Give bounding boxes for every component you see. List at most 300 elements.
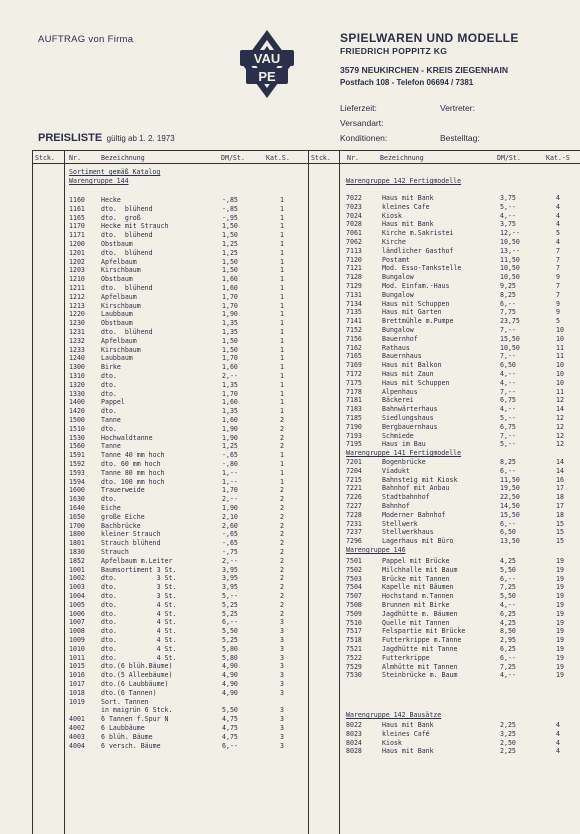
item-price: 10,50: [500, 264, 520, 273]
item-description: Felspartie mit Brücke: [382, 627, 466, 636]
item-description: Haus mit Bank: [382, 721, 434, 729]
item-price: 3,95: [222, 574, 238, 583]
item-price: 14,50: [500, 502, 520, 510]
item-price: 1,50: [222, 222, 238, 231]
catalog-page: 7: [556, 255, 560, 264]
item-price: 5,--: [500, 440, 516, 449]
item-number: 1594: [69, 477, 85, 486]
item-price: -,95: [222, 213, 238, 222]
item-price: 1,35: [222, 328, 238, 336]
item-number: 7503: [346, 574, 362, 583]
catalog-page: 10: [556, 326, 564, 334]
item-number: 7215: [346, 475, 362, 484]
item-description: Apfelbaum: [101, 292, 137, 301]
item-description: Sort. Tannen: [101, 697, 149, 706]
item-number: 7165: [346, 352, 362, 361]
item-description: Stadtbahnhof: [382, 493, 430, 502]
item-number: 1830: [69, 548, 85, 556]
item-number: 7195: [346, 440, 362, 449]
item-price: 1,50: [222, 231, 238, 240]
catalog-page: 3: [280, 662, 284, 671]
item-price: 4,75: [222, 732, 238, 741]
item-number: 1210: [69, 275, 85, 284]
item-number: 1213: [69, 301, 85, 310]
item-number: 1310: [69, 372, 85, 380]
item-price: -,85: [222, 196, 238, 204]
item-number: 4001: [69, 715, 85, 724]
item-number: 1231: [69, 328, 85, 336]
catalog-page: 2: [280, 600, 284, 609]
item-description: Trauerweide: [101, 486, 145, 495]
catalog-page: 1: [280, 380, 284, 389]
item-description: Rathaus: [382, 343, 410, 352]
item-number: 1200: [69, 240, 85, 248]
catalog-page: 2: [280, 512, 284, 521]
item-number: 1400: [69, 398, 85, 407]
catalog-page: 4: [556, 747, 560, 756]
item-number: 1592: [69, 460, 85, 468]
item-number: 1800: [69, 530, 85, 539]
item-description: dto. 4 St.: [101, 618, 177, 627]
item-number: 1171: [69, 231, 85, 240]
item-number: 7135: [346, 308, 362, 317]
catalog-page: 1: [280, 257, 284, 266]
catalog-page: 19: [556, 565, 564, 574]
item-number: 7296: [346, 537, 362, 546]
item-number: 7024: [346, 211, 362, 220]
item-number: 8023: [346, 729, 362, 738]
catalog-page: 12: [556, 431, 564, 440]
item-price: 4,75: [222, 724, 238, 732]
catalog-page: 1: [280, 407, 284, 416]
item-description: Laubbaum: [101, 310, 133, 319]
catalog-page: 2: [280, 442, 284, 451]
item-number: 1165: [69, 213, 85, 222]
catalog-page: 2: [280, 548, 284, 556]
catalog-page: 17: [556, 484, 564, 493]
catalog-page: 2: [280, 433, 284, 442]
item-price: 2,--: [222, 372, 238, 380]
item-price: 5,50: [500, 565, 516, 574]
catalog-page: 4: [556, 738, 560, 747]
catalog-page: 3: [280, 671, 284, 680]
item-description: dto.: [101, 389, 117, 398]
item-number: 7169: [346, 361, 362, 370]
item-number: 1008: [69, 627, 85, 636]
table-left-border: [32, 150, 33, 834]
preisliste-heading: PREISLISTE: [38, 132, 103, 144]
item-description: Obstbaum: [101, 240, 133, 248]
catalog-page: 1: [280, 319, 284, 328]
catalog-page: 4: [556, 220, 560, 229]
item-price: 4,90: [222, 688, 238, 697]
item-number: 7023: [346, 202, 362, 211]
item-description: Haus mit Schuppen: [382, 299, 450, 308]
catalog-page: 3: [280, 688, 284, 697]
item-number: 7113: [346, 246, 362, 255]
catalog-page: 1: [280, 477, 284, 486]
catalog-page: 2: [280, 495, 284, 504]
item-number: 1203: [69, 266, 85, 275]
catalog-page: 7: [556, 290, 560, 299]
item-number: 7509: [346, 609, 362, 618]
catalog-page: 14: [556, 405, 564, 414]
catalog-page: 9: [556, 273, 560, 282]
item-number: 7502: [346, 565, 362, 574]
item-number: 1640: [69, 504, 85, 512]
catalog-page: 19: [556, 627, 564, 636]
konditionen-label: Konditionen:: [340, 133, 388, 143]
catalog-page: 1: [280, 468, 284, 477]
item-price: 6,25: [500, 609, 516, 618]
item-description: Kiosk: [382, 738, 402, 747]
catalog-page: 17: [556, 502, 564, 510]
logo-text-bottom: PE: [258, 69, 276, 84]
item-number: 7518: [346, 636, 362, 645]
item-number: 7128: [346, 273, 362, 282]
item-price: 1,70: [222, 301, 238, 310]
catalog-page: 1: [280, 292, 284, 301]
item-number: 7028: [346, 220, 362, 229]
item-number: 7508: [346, 601, 362, 609]
catalog-page: 11: [556, 343, 564, 352]
item-number: 7062: [346, 238, 362, 246]
item-number: 1530: [69, 433, 85, 442]
item-price: 3,75: [500, 220, 516, 229]
col-header-price-left: DM/St.: [221, 154, 245, 162]
item-number: 7183: [346, 405, 362, 414]
catalog-page: 10: [556, 361, 564, 370]
item-price: 5,25: [222, 636, 238, 644]
item-description: Stellwerk: [382, 519, 418, 528]
item-description: 6 blüh. Bäume: [101, 732, 153, 741]
item-price: 6,50: [500, 361, 516, 370]
item-description: Kirschbaum: [101, 301, 141, 310]
item-description: Obstbaum: [101, 319, 133, 328]
item-price: 1,70: [222, 389, 238, 398]
item-price: 5,--: [222, 592, 238, 600]
versandart-label: Versandart:: [340, 118, 384, 128]
catalog-page: 1: [280, 284, 284, 292]
catalog-page: 1: [280, 196, 284, 204]
item-description: Pappel mit Brücke: [382, 557, 450, 565]
item-description: dto.: [101, 424, 117, 433]
item-price: 1,70: [222, 292, 238, 301]
vau-pe-logo: [232, 28, 302, 100]
item-number: 1018: [69, 688, 85, 697]
item-price: 4,25: [500, 557, 516, 565]
item-price: -,65: [222, 539, 238, 548]
item-description: dto.(5 Alleebäume): [101, 671, 173, 680]
item-number: 7522: [346, 653, 362, 662]
catalog-page: 18: [556, 493, 564, 502]
item-number: 1240: [69, 354, 85, 363]
catalog-page: 4: [556, 238, 560, 246]
catalog-page: 3: [280, 732, 284, 741]
item-description: Stellwerkhaus: [382, 528, 434, 537]
catalog-page: 18: [556, 510, 564, 519]
item-number: 1017: [69, 680, 85, 688]
item-price: 1,25: [222, 442, 238, 451]
item-price: 7,--: [500, 387, 516, 396]
item-description: dto. blühend: [101, 284, 153, 292]
item-price: 19,50: [500, 484, 520, 493]
item-number: 7228: [346, 510, 362, 519]
item-description: Birke: [101, 363, 121, 372]
catalog-page: 3: [280, 741, 284, 750]
catalog-page: 9: [556, 299, 560, 308]
catalog-page: 9: [556, 308, 560, 317]
catalog-page: 11: [556, 387, 564, 396]
catalog-page: 3: [280, 618, 284, 627]
item-description: Tanne 40 mm hoch: [101, 451, 165, 460]
item-number: 1160: [69, 196, 85, 204]
item-number: 1700: [69, 521, 85, 530]
item-description: Bungalow: [382, 273, 414, 282]
item-price: 7,25: [500, 662, 516, 671]
catalog-page: 2: [280, 609, 284, 618]
catalog-page: 2: [280, 504, 284, 512]
item-price: 1,60: [222, 284, 238, 292]
item-price: 1,25: [222, 248, 238, 257]
item-price: 3,95: [222, 565, 238, 574]
bestelltag-label: Bestelltag:: [440, 133, 480, 143]
valid-from: gültig ab 1. 2. 1973: [106, 134, 175, 143]
item-price: 6,75: [500, 396, 516, 405]
item-price: 4,--: [500, 378, 516, 387]
item-number: 4004: [69, 741, 85, 750]
catalog-page: 2: [280, 416, 284, 424]
catalog-page: 1: [280, 398, 284, 407]
item-number: 7178: [346, 387, 362, 396]
catalog-page: 19: [556, 592, 564, 601]
item-description: Quelle mit Tannen: [382, 618, 450, 627]
catalog-page: 3: [280, 724, 284, 732]
item-description: dto. 3 St.: [101, 583, 177, 592]
item-price: 6,--: [500, 466, 516, 475]
col-header-bezeichnung-right: Bezeichnung: [380, 154, 424, 162]
item-description: Brettmühle m.Pumpe: [382, 317, 454, 326]
item-number: 7162: [346, 343, 362, 352]
item-description: dto.: [101, 495, 117, 504]
item-description: dto. 4 St.: [101, 636, 177, 644]
item-price: 13,50: [500, 537, 520, 546]
catalog-page: 4: [556, 211, 560, 220]
item-description: Kirschbaum: [101, 266, 141, 275]
item-description: dto.(6 Tannen): [101, 688, 157, 697]
item-price: 5,50: [222, 627, 238, 636]
item-number: 1009: [69, 636, 85, 644]
item-description: Hecke mit Strauch: [101, 222, 169, 231]
catalog-page: 4: [556, 202, 560, 211]
item-price: 10,50: [500, 238, 520, 246]
item-number: 7201: [346, 458, 362, 466]
catalog-page: 19: [556, 645, 564, 653]
item-price: 1,90: [222, 504, 238, 512]
item-description: kleines Café: [382, 729, 430, 738]
item-number: 8024: [346, 738, 362, 747]
item-description: dto.: [101, 407, 117, 416]
item-number: 1004: [69, 592, 85, 600]
item-price: 2,10: [222, 512, 238, 521]
item-description: Bauernhaus: [382, 352, 422, 361]
item-price: 1,70: [222, 486, 238, 495]
catalog-page: 10: [556, 370, 564, 378]
item-number: 1650: [69, 512, 85, 521]
item-number: 7227: [346, 502, 362, 510]
item-description: große Eiche: [101, 512, 145, 521]
item-description: Bahnsteig mit Kiosk: [382, 475, 458, 484]
catalog-page: 1: [280, 222, 284, 231]
item-number: 8022: [346, 721, 362, 729]
col-header-price-right: DM/St.: [497, 154, 521, 162]
catalog-page: 4: [556, 721, 560, 729]
item-description: Postamt: [382, 255, 410, 264]
item-price: 8,50: [500, 627, 516, 636]
item-description: Bungalow: [382, 290, 414, 299]
item-description: Bogenbrücke: [382, 458, 426, 466]
item-price: -,75: [222, 548, 238, 556]
item-number: 7134: [346, 299, 362, 308]
item-description: dto. groß: [101, 213, 141, 222]
item-number: 1420: [69, 407, 85, 416]
item-number: 7129: [346, 282, 362, 290]
item-number: 1230: [69, 319, 85, 328]
item-price: 4,25: [500, 618, 516, 627]
item-price: 1,90: [222, 310, 238, 319]
catalog-page: 3: [280, 715, 284, 724]
item-description: Moderner Bahnhof: [382, 510, 446, 519]
catalog-page: 1: [280, 328, 284, 336]
company-address: 3579 NEUKIRCHEN - KREIS ZIEGENHAIN: [340, 65, 509, 75]
item-number: 7226: [346, 493, 362, 502]
catalog-page: 19: [556, 557, 564, 565]
item-number: 7504: [346, 583, 362, 592]
item-number: 1801: [69, 539, 85, 548]
right-section-fertigmodelle-142: Warengruppe 142 Fertigmodelle: [346, 177, 462, 185]
item-description: Jagdhütte mit Tanne: [382, 645, 458, 653]
item-price: 7,75: [500, 308, 516, 317]
item-number: 1211: [69, 284, 85, 292]
item-price: 1,90: [222, 424, 238, 433]
col-header-stck-left: Stck.: [35, 154, 55, 162]
item-price: 1,50: [222, 336, 238, 345]
item-description: Almhütte mit Tannen: [382, 662, 458, 671]
item-price: 6,--: [500, 299, 516, 308]
item-price: 3,95: [222, 583, 238, 592]
col-divider-middle: [308, 150, 309, 834]
item-description: Viadukt: [382, 466, 410, 475]
item-description: dto. 4 St.: [101, 627, 177, 636]
item-number: 1630: [69, 495, 85, 504]
item-price: 2,60: [222, 521, 238, 530]
item-price: 1,--: [222, 477, 238, 486]
item-number: 7501: [346, 557, 362, 565]
item-description: Baumsortiment 3 St.: [101, 565, 177, 574]
catalog-page: 1: [280, 301, 284, 310]
item-description: Tanne: [101, 442, 121, 451]
item-description: dto. blühend: [101, 248, 153, 257]
item-price: 7,--: [500, 326, 516, 334]
item-description: Bahnhof: [382, 502, 410, 510]
catalog-page: 1: [280, 213, 284, 222]
catalog-page: 3: [280, 653, 284, 662]
catalog-page: 2: [280, 583, 284, 592]
catalog-page: 1: [280, 266, 284, 275]
item-number: 1852: [69, 556, 85, 565]
item-price: 3,75: [500, 194, 516, 202]
catalog-page: 7: [556, 282, 560, 290]
catalog-page: 12: [556, 440, 564, 449]
item-number: 7221: [346, 484, 362, 493]
item-description: dto. 3 St.: [101, 574, 177, 583]
item-price: 4,90: [222, 671, 238, 680]
item-price: 1,35: [222, 380, 238, 389]
item-number: 1002: [69, 574, 85, 583]
item-description: kleiner Strauch: [101, 530, 161, 539]
item-price: 5,--: [500, 414, 516, 422]
item-price: 1,60: [222, 416, 238, 424]
catalog-page: 5: [556, 229, 560, 238]
item-number: 7185: [346, 414, 362, 422]
catalog-page: 1: [280, 336, 284, 345]
item-price: 4,90: [222, 662, 238, 671]
item-price: 7,25: [500, 583, 516, 592]
item-price: 5,25: [222, 609, 238, 618]
item-description: Apfelbaum: [101, 257, 137, 266]
item-number: 7121: [346, 264, 362, 273]
catalog-page: 1: [280, 248, 284, 257]
right-section-warengruppe-146: Warengruppe 146: [346, 546, 406, 554]
item-number: 4003: [69, 732, 85, 741]
item-price: 1,50: [222, 345, 238, 354]
item-price: 1,60: [222, 398, 238, 407]
catalog-page: 2: [280, 486, 284, 495]
item-price: 2,95: [500, 636, 516, 645]
item-description: 6 Laubbäume: [101, 724, 145, 732]
col-divider-right-1: [339, 150, 340, 834]
item-price: 4,--: [500, 601, 516, 609]
catalog-page: 1: [280, 372, 284, 380]
item-description: Siedlungshaus: [382, 414, 434, 422]
item-description: Laubbaum: [101, 354, 133, 363]
catalog-page: 1: [280, 240, 284, 248]
item-description: Strauch: [101, 548, 129, 556]
item-number: 1220: [69, 310, 85, 319]
price-list-title: [38, 128, 175, 146]
item-price: -,80: [222, 460, 238, 468]
catalog-page: 1: [280, 310, 284, 319]
item-description: Pappel: [101, 398, 125, 407]
item-number: 1010: [69, 644, 85, 653]
item-price: 6,--: [500, 519, 516, 528]
catalog-page: 11: [556, 352, 564, 361]
item-description: Bachbrücke: [101, 521, 141, 530]
catalog-page: 14: [556, 466, 564, 475]
item-number: 7175: [346, 378, 362, 387]
item-description: Hochwaldtanne: [101, 433, 153, 442]
lieferzeit-label: Lieferzeit:: [340, 103, 377, 113]
catalog-page: 10: [556, 334, 564, 343]
catalog-page: 3: [280, 706, 284, 715]
item-price: 4,--: [500, 671, 516, 680]
catalog-page: 2: [280, 565, 284, 574]
item-price: 2,25: [500, 721, 516, 729]
catalog-page: 1: [280, 204, 284, 213]
item-description: dto. 100 mm hoch: [101, 477, 165, 486]
catalog-page: 12: [556, 396, 564, 405]
catalog-page: 1: [280, 363, 284, 372]
